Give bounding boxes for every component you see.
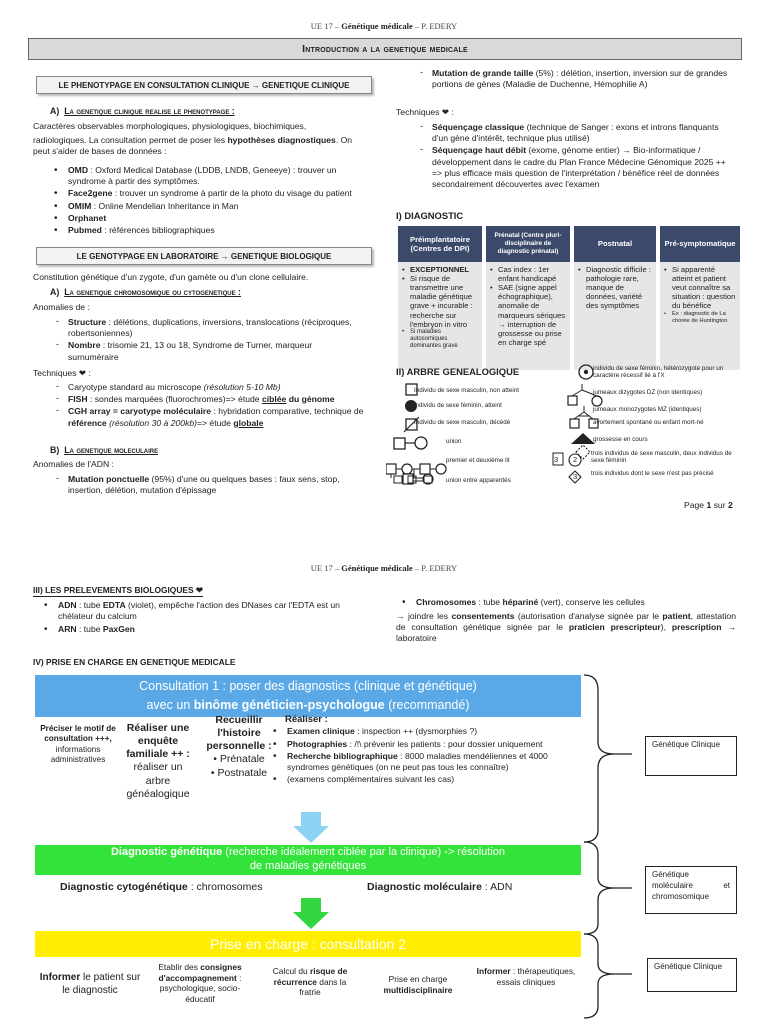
page-number: Page 1 sur 2 [684,500,733,510]
subsection-a-clinique: A) La genetique clinique realise le phenotypage : [50,106,235,116]
brace-label-clinique-2: Génétique Clinique [647,958,737,992]
diagnostic-title: I) DIAGNOSTIC [396,210,464,221]
prelevements-list [36,600,376,637]
pec-cell: Prise en charge multidisciplinaire [383,974,453,995]
page1-header: UE 17 – Génétique médicale – P. EDERY [310,21,458,31]
list-item: • (examens complémentaires suivant les cas) [265,774,585,785]
union-male-icon [394,438,405,449]
symbol-label: grossesse en cours [593,436,648,443]
constitution-text: Constitution génétique d'un zygote, d'un gamète ou d'un clone cellulaire. [33,272,309,282]
diagnostic-cyto: Diagnostic cytogénétique : chromosomes [60,881,263,893]
list-item: • ARN : tube PaxGen [36,624,376,635]
diag-col-prenatal: Prénatal (Centre pluri-disciplinaire de diagnostic prénatal) • Cas index : 1er enfant handicapé • SAE (signe appel échographique), anomalie de marqueurs sériques → interruption de grossesse ou prise en charge spé [486,226,570,370]
list-item: - Structure : délétions, duplications, inversions, translocations (réciproques, robertsoniennes) [46,317,364,339]
symbol-label: premier et deuxième lit [446,457,510,464]
list-item: - Séquençage haut débit (exome, génome entier) → Bio-informatique / développement dans le cadre du Plan France Médecine Génomique 2025 ++ => plus efficace mais question de l'interprétation / bénéfice réel de données secondairement découvertes avec l'examen [410,145,732,190]
symbol-label: avortement spontané ou enfant mort-né [593,419,704,426]
dz-twins-icon [568,396,577,405]
prise-en-charge-title: IV) PRISE EN CHARGE EN GENETIQUE MEDICALE [33,657,236,667]
brace-label-moleculaire: Génétique moléculaire et chromosomique [645,866,737,914]
consultation1-banner [35,675,581,717]
pec-cell: Informer : thérapeutiques, essais cliniques [476,966,576,987]
symbol-label: union entre apparentés [446,477,511,484]
list-item: • OMD : Oxford Medical Database (LDDB, LNDB, Geneeye) : trouver un syndrome à partir des symptômes. [46,165,364,187]
symbol-label: trois individus dont le sexe n'est pas précisé [591,470,714,477]
symbol-label: individu de sexe féminin, hétérozygote pour un caractère récessif lié à l'X [593,365,724,380]
diagnostic-genetique-text: Diagnostic génétique (recherche idéalement ciblée par la clinique) -> résolution de maladies génétiques [110,846,506,872]
prise-en-charge-text: Prise en charge : consultation 2 [209,936,407,952]
techniques-label: Techniques ❤ : [33,368,91,378]
prelevements-title: III) LES PRELEVEMENTS BIOLOGIQUES ❤ [33,585,203,595]
page2-header: UE 17 – Génétique médicale – P. EDERY [310,563,458,573]
list-item: • Pubmed : références bibliographiques [46,225,364,236]
chromosomes-list [394,597,734,609]
symbol-label: trois individus de sexe masculin, deux individus de sexe féminin [591,450,732,465]
anomalies-label: Anomalies de : [33,302,90,312]
list-item: • Photographies : /!\ prévenir les patients : pour dossier uniquement [265,739,585,750]
arrow-down-icon [291,898,331,930]
arrow-down-icon [291,812,331,844]
phenotypage-paragraph: Caractères observables morphologiques, physiologiques, biochimiques, radiologiques. La consultation permet de poser les hypothèses diagnostiques. On peut s'aider de bases de données : [33,121,353,157]
diagnostic-genetique-banner [35,845,581,875]
histoire-personnelle-cell: Recueillir l'histoire personnelle : • Prénatale • Postnatale [206,714,272,779]
techniques-label-2: Techniques ❤ : [396,107,454,117]
list-item: - Séquençage classique (technique de Sanger : exons et introns flanquants d'un gène d'intérêt, technique plus utilisé) [410,122,732,144]
symbol-label: jumeaux monozygotes MZ (identiques) [593,406,702,413]
list-item: • Face2gene : trouver un syndrome à partir de la photo du visage du patient [46,188,364,199]
page-title: Introduction a la genetique medicale [28,38,742,60]
union-female-icon [415,437,427,449]
list-item: • OMIM : Online Mendelian Inheritance in Man [46,201,364,212]
diag-col-postnatal: Postnatal • Diagnostic difficile : pathologie rare, manque de données, variété des symptômes [574,226,656,370]
sequencage-list [410,122,732,191]
list-item: • ADN : tube EDTA (violet), empêche l'action des DNases car l'EDTA est un chélateur du calcium [36,600,376,622]
list-item: • Orphanet [46,213,364,224]
count-label: 2 [573,455,578,464]
techniques-list [46,382,366,430]
mutation-grande-taille-list [410,68,730,91]
subsection-a-cytogenetique: A) La genetique chromosomique ou cytogenetique : [50,287,241,297]
pec-cell: Etablir des consignes d'accompagnement : psychologique, socio-éducatif [158,962,242,1004]
pec-cell: Calcul du risque de récurrence dans la fratrie [272,966,348,997]
list-item: - Mutation de grande taille (5%) : délétion, insertion, inversion sur de grandes portions de gènes (Maladie de Duchenne, Hémophilie A) [410,68,730,90]
symbol-label: individu de sexe féminin, atteint [414,402,502,409]
avortement-icon [571,433,595,444]
database-list [46,165,364,237]
mz-twins-icon [570,419,579,428]
list-item: - Caryotype standard au microscope (résolution 5-10 Mb) [46,382,366,393]
count-label: 3 [573,472,578,481]
list-item: • Recherche bibliographique : 8000 maladies mendéliennes et 4000 syndromes génétiques (on ne peut pas tous les connaître) [265,751,585,773]
symbol-label: Individu de sexe masculin, non atteint [414,387,520,394]
anomalies-list [46,317,364,364]
prise-en-charge-banner [35,931,581,957]
realiser-cell: Réaliser : • Examen clinique : inspection ++ (dysmorphies ?) • Photographies : /!\ prévenir les patients : pour dossier uniquement • Recherche bibliographique : 8000 maladies mendéliennes et 4000 syndromes génétiques (on ne peut pas tous les connaître) • (examens complémentaires suivant les cas) [285,714,585,786]
consentements-text: → joindre les consentements (autorisation d'analyse signée par le patient, attestation de consultation génétique signée par le praticien prescripteur), prescription → laboratoire [396,611,737,644]
grossesse-icon [576,445,590,459]
diagnostic-mol: Diagnostic moléculaire : ADN [367,881,513,893]
list-item: - FISH : sondes marquées (fluorochromes)=> étude ciblée du génome [46,394,366,405]
consultation1-title: Consultation 1 : poser des diagnostics (clinique et génétique) [139,679,477,693]
premier-lit-icon [386,464,396,474]
arbre-title: II) ARBRE GENEALOGIQUE [396,366,520,377]
pec-cell: Informer le patient sur le diagnostic [39,972,141,996]
count-label: 3 [554,455,559,464]
list-item: - CGH array = caryotype moléculaire : hybridation comparative, technique de référence (résolution 30 à 200kb)=> étude globale [46,406,366,428]
diag-col-presymptomatique: Pré-symptomatique • Si apparenté atteint et patient veut connaître sa situation : question du bénéfice • Ex : diagnostic de La chorée de Huntington [660,226,740,370]
list-item: • Chromosomes : tube hépariné (vert), conserve les cellules [394,597,734,608]
section-phenotypage: LE PHENOTYPAGE EN CONSULTATION CLINIQUE → GENETIQUE CLINIQUE [36,76,372,94]
mutation-ponctuelle-list [46,474,362,497]
symbol-label: Individu de sexe masculin, décédé [414,419,511,426]
section-genotypage: LE GENOTYPAGE EN LABORATOIRE → GENETIQUE BIOLOGIQUE [36,247,372,265]
consultation1-subtitle: avec un binôme généticien-psychologue (recommandé) [146,698,470,713]
list-item: - Nombre : trisomie 21, 13 ou 18, Syndrome de Turner, marqueur surnuméraire [46,340,364,362]
list-item: • Examen clinique : inspection ++ (dysmorphies ?) [265,726,585,737]
diag-col-preimplantatoire: Préimplantatoire (Centres de DPI) • EXCEPTIONNEL • Si risque de transmettre une maladie génétique grave + incurable : recherche sur l'embryon in vitro • Si maladies autosomiques dominantes grave [398,226,482,370]
symbol-label: jumeaux dizygotes DZ (non identiques) [593,389,703,396]
consanguinity-icon [401,470,441,490]
brace-group [578,672,638,1024]
anomalies-adn-label: Anomalies de l'ADN : [33,459,114,469]
list-item: - Mutation ponctuelle (95%) d'une ou quelques bases : faux sens, stop, insertion, délétion, mutation d'épissage [46,474,362,496]
enquete-familiale-cell: Réaliser une enquête familiale ++ : réaliser un arbre généalogique [126,722,190,800]
brace-label-clinique: Génétique Clinique [645,736,737,776]
motif-consultation-cell: Préciser le motif de consultation +++, informations administratives [40,724,116,764]
subsection-b-moleculaire: B) La genetique moleculaire [50,445,159,455]
symbol-label: union [446,438,462,445]
